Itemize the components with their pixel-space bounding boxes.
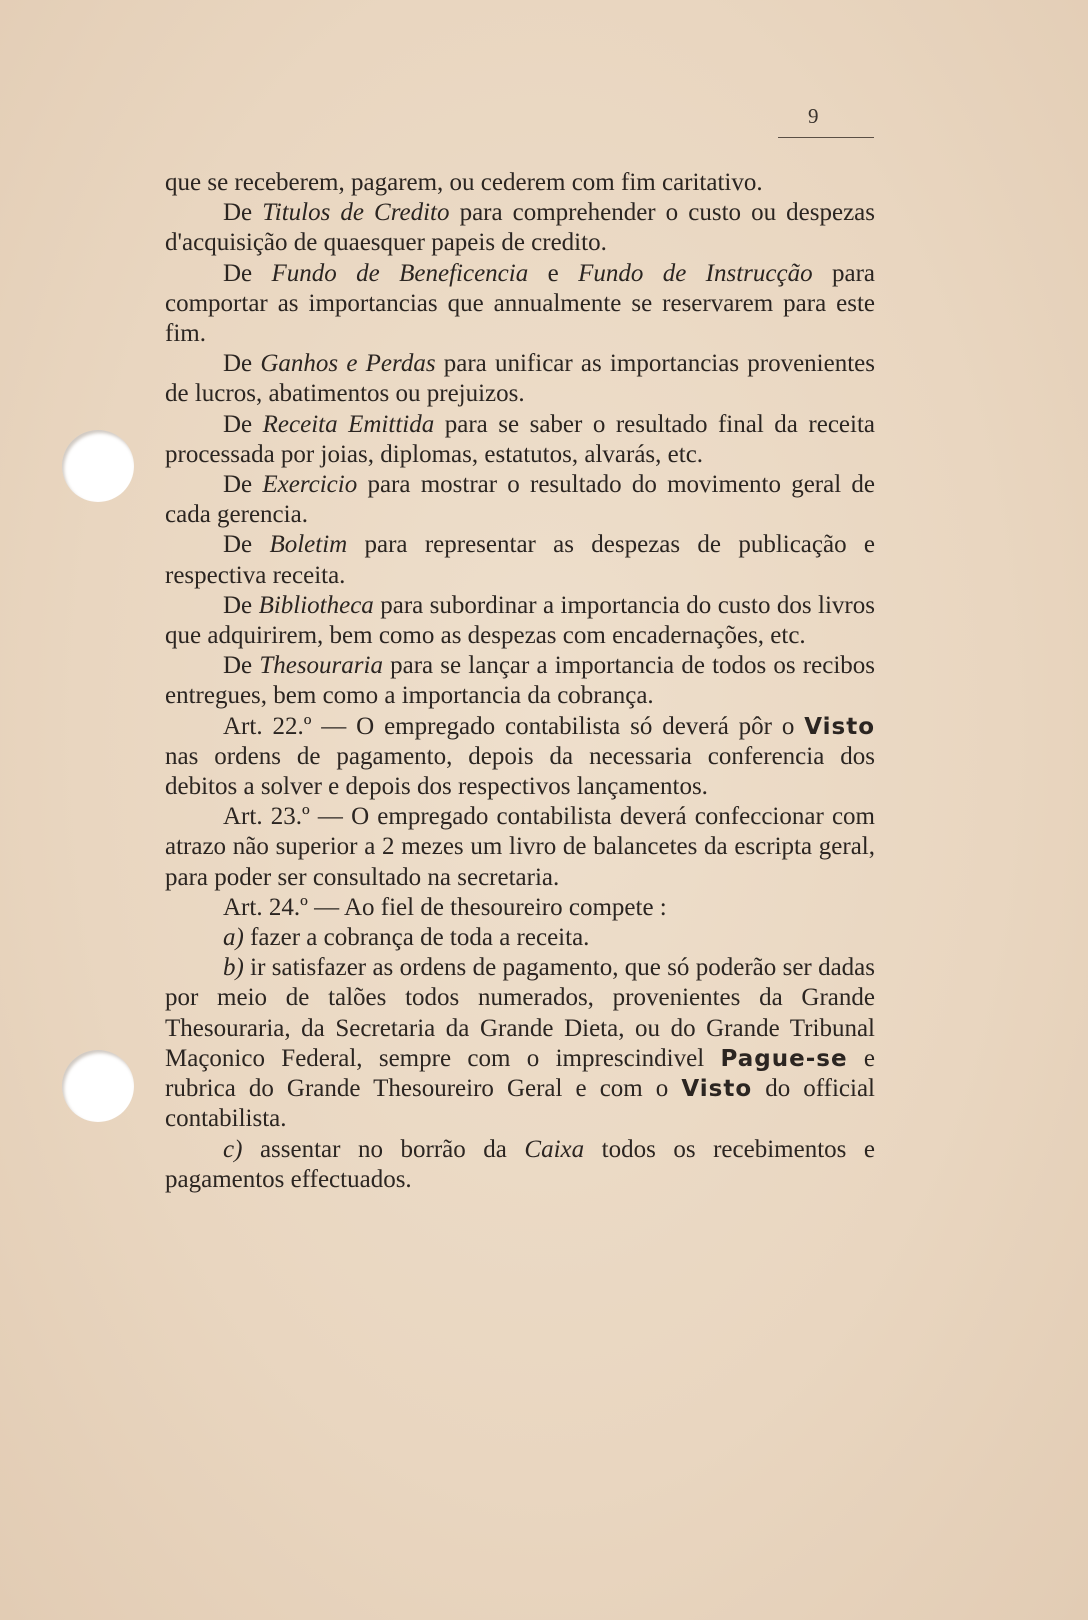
italic-term: Caixa xyxy=(524,1135,585,1163)
text-run: Art. 22.º — O empregado contabilista só deverá pôr o xyxy=(223,712,805,740)
italic-term: Ganhos e Perdas xyxy=(260,350,436,378)
text-run: ir satisfazer as ordens de pagamento, que só poderão ser dadas por meio de talões todos numerados, provenientes da Grande Thesouraria, da Secretaria da Grande Dieta, ou do Grande Tribunal Maçonico Federal, sempre com o imprescindivel xyxy=(165,954,875,1072)
paragraph xyxy=(165,1135,875,1195)
text-run: fazer a cobrança de toda a receita. xyxy=(243,924,590,952)
text-run: que se receberem, pagarem, ou cederem com fim caritativo. xyxy=(165,169,763,196)
text-run: Art. 24.º — Ao fiel de thesoureiro compete : xyxy=(223,893,667,921)
italic-term: Fundo de Instrucção xyxy=(578,259,813,287)
text-run: Art. 23.º — O empregado contabilista deverá confeccionar com atrazo não superior a 2 mezes um livro de balancetes da escripta geral, para poder ser consultado na secretaria. xyxy=(165,803,875,891)
paragraph xyxy=(165,802,875,893)
paragraph xyxy=(165,591,875,651)
paragraph xyxy=(165,923,875,953)
italic-term: Bibliotheca xyxy=(258,591,374,619)
punch-hole-bottom xyxy=(62,1050,134,1122)
paragraph xyxy=(165,712,875,803)
text-run: do official contabilista. xyxy=(165,1075,875,1133)
italic-term: Fundo de Beneficencia xyxy=(271,259,529,287)
paragraph xyxy=(165,953,875,1134)
italic-term: Thesouraria xyxy=(259,652,383,680)
text-run: De xyxy=(223,591,259,619)
text-run: para se saber o resultado final da receita processada por joias, diplomas, estatutos, alvarás, etc. xyxy=(165,410,875,468)
paragraph xyxy=(165,259,875,350)
paragraph xyxy=(165,349,875,409)
text-run: De xyxy=(223,531,270,559)
text-run: nas ordens de pagamento, depois da necessaria conferencia dos debitos a solver e depois dos respectivos lançamentos. xyxy=(165,742,875,801)
paragraph xyxy=(165,168,875,198)
text-run: para comportar as importancias que annualmente se reservarem para este fim. xyxy=(165,259,875,348)
italic-term: a) xyxy=(223,924,244,952)
text-run: De xyxy=(223,652,260,680)
paragraph xyxy=(165,470,875,530)
text-run: e xyxy=(528,259,579,287)
paragraph xyxy=(165,651,875,711)
paragraph xyxy=(165,198,875,258)
bold-term: Visto xyxy=(804,713,875,740)
text-run: De xyxy=(223,410,263,438)
text-run: e rubrica do Grande Thesoureiro Geral e com o xyxy=(165,1044,875,1103)
italic-term: b) xyxy=(223,954,244,982)
text-run: para mostrar o resultado do movimento geral de cada gerencia. xyxy=(165,471,875,529)
italic-term: Boletim xyxy=(269,531,348,559)
body-text xyxy=(165,168,875,1195)
page-number: 9 xyxy=(808,104,819,128)
bold-term: Visto xyxy=(681,1076,753,1103)
paragraph xyxy=(165,530,875,590)
text-run: De xyxy=(223,199,263,227)
text-run: para representar as despezas de publicação e respectiva receita. xyxy=(165,531,875,589)
italic-term: c) xyxy=(223,1135,243,1163)
text-run: De xyxy=(223,350,261,378)
header-rule xyxy=(778,137,874,138)
italic-term: Exercicio xyxy=(262,471,358,499)
text-run: todos os recebimentos e pagamentos effectuados. xyxy=(165,1135,875,1193)
text-run: para se lançar a importancia de todos os recibos entregues, bem como a importancia da cobrança. xyxy=(165,652,875,710)
text-run: De xyxy=(223,259,272,287)
italic-term: Receita Emittida xyxy=(262,410,435,438)
text-run: assentar no borrão da xyxy=(242,1135,525,1163)
text-run: De xyxy=(223,471,263,499)
text-run: para comprehender o custo ou despezas d'acquisição de quaesquer papeis de credito. xyxy=(165,199,875,257)
italic-term: Titulos de Credito xyxy=(262,199,450,227)
paragraph xyxy=(165,893,875,923)
text-run: para subordinar a importancia do custo dos livros que adquirirem, bem como as despezas com encadernações, etc. xyxy=(165,591,875,650)
bold-term: Pague-se xyxy=(720,1045,848,1072)
paragraph xyxy=(165,410,875,470)
punch-hole-top xyxy=(62,430,134,502)
text-run: para unificar as importancias provenientes de lucros, abatimentos ou prejuizos. xyxy=(165,350,875,408)
